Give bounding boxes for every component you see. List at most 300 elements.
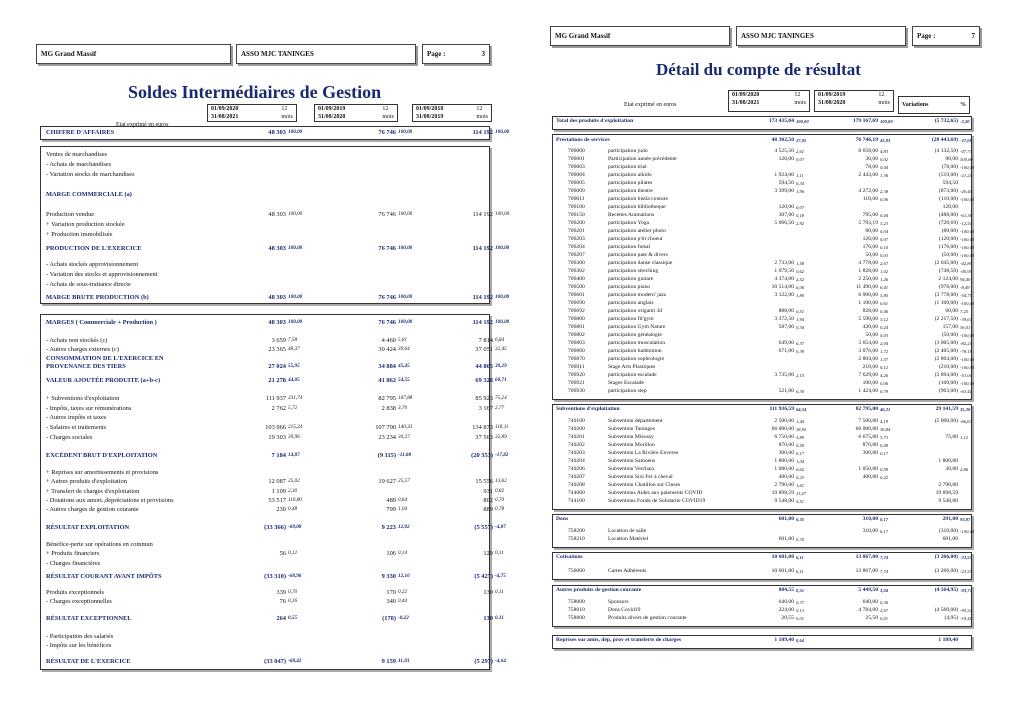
detail-row-previous: 76 746,19 xyxy=(855,137,878,143)
detail-row-previous: 4 784,00 xyxy=(858,607,878,613)
detail-row-previous-pct: 7,74 xyxy=(880,569,889,574)
sig-row xyxy=(46,189,506,200)
detail-row-previous: 25,50 xyxy=(865,615,878,621)
sig-row-percent: -68,96 xyxy=(288,573,302,579)
detail-row-code: 740201 xyxy=(568,434,585,440)
sig-row-value: 1 109 xyxy=(271,488,286,495)
detail-row-previous-pct: 0,10 xyxy=(880,245,889,250)
sig-row xyxy=(46,169,506,180)
sig-row-percent: 55,95 xyxy=(288,363,300,369)
detail-row-variation: (519,00) xyxy=(938,172,958,178)
detail-row-code: 740200 xyxy=(568,426,585,432)
detail-row-previous: 7 500,00 xyxy=(858,418,878,424)
detail-row-current-pct: 0,07 xyxy=(796,157,805,162)
detail-row-previous-pct: 0,46 xyxy=(880,309,889,314)
sig-row-value: 82 795 xyxy=(378,395,396,402)
detail-row-label: Dons Covid19 xyxy=(608,607,641,613)
sig-row-value: (9 115) xyxy=(377,452,396,459)
detail-row-code: 706009 xyxy=(568,188,585,194)
sig-row-value: 3 659 xyxy=(271,337,286,344)
sig-row-percent: 32,45 xyxy=(495,346,507,352)
sig-row xyxy=(46,571,506,582)
detail-row-code: 706302 xyxy=(568,268,585,274)
detail-row-current-pct: 0,13 xyxy=(796,608,805,613)
sig-row-label: Production vendue xyxy=(46,211,95,218)
detail-row-previous-pct: 7,74 xyxy=(880,555,889,560)
detail-row-current: 300,00 xyxy=(778,450,794,456)
sig-row-value: 76 746 xyxy=(378,245,396,252)
sig-row-label: - Salaires et traitements xyxy=(46,424,107,431)
detail-row-current-pct: 0,34 xyxy=(796,325,805,330)
detail-row-variation: (3 266,00) xyxy=(934,568,958,574)
sig-row-value: 27 024 xyxy=(268,363,286,370)
detail-row-previous: 430,00 xyxy=(862,324,878,330)
detail-row-previous-pct: 3,04 xyxy=(880,588,889,593)
left-unit: Etat exprimé en euros xyxy=(116,122,169,128)
sig-row-percent: 39,29 xyxy=(495,363,507,369)
detail-row-label: Recettes Animations xyxy=(608,212,655,218)
sig-row-value: 106 xyxy=(386,550,396,557)
sig-row-label: MARGE BRUTE PRODUCTION (b) xyxy=(46,294,149,301)
detail-row-previous-pct: 0,03 xyxy=(880,333,889,338)
detail-row-code: 706500 xyxy=(568,284,585,290)
detail-row-label: participation modern' jazz xyxy=(608,292,667,298)
detail-row xyxy=(556,387,976,396)
detail-row-code: 744100 xyxy=(568,498,585,504)
sig-row-label: - Achats non stockés (c) xyxy=(46,337,108,344)
detail-row-current: 66 000,00 xyxy=(771,426,794,432)
sig-row-percent: 100,00 xyxy=(288,319,303,325)
detail-row-variation-pct: -61,38 xyxy=(960,213,972,218)
detail-row-code: 706802 xyxy=(568,332,585,338)
sig-row-label: Bénéfice-perte sur opérations en commun xyxy=(46,541,153,548)
detail-row-current: 120,00 xyxy=(778,204,794,210)
detail-row xyxy=(556,586,976,595)
left-period-months-unit: mois xyxy=(281,113,293,120)
sig-row-percent: 100,00 xyxy=(288,129,303,135)
sig-row xyxy=(46,361,506,372)
detail-row-variation-pct: -54,75 xyxy=(960,293,972,298)
detail-row-code: 740204 xyxy=(568,458,585,464)
sig-row-value: (5 297) xyxy=(474,658,493,665)
sig-row-value: 134 873 xyxy=(472,424,493,431)
sig-row-value: 489 xyxy=(386,497,396,504)
detail-row-previous: 78,00 xyxy=(865,164,878,170)
sig-row-value: 114 192 xyxy=(472,211,493,218)
right-period-dates: 01/09/2019 31/08/2020 xyxy=(818,92,846,106)
sig-row-percent: 39,64 xyxy=(398,346,410,352)
detail-row-current: 2 790,00 xyxy=(774,482,794,488)
detail-row-label: Sponsors xyxy=(608,599,629,605)
sig-row-percent: 100,00 xyxy=(398,245,413,251)
detail-row-variation-pct: 7,25 xyxy=(960,309,969,314)
detail-row xyxy=(556,535,976,544)
detail-row-previous: 400,00 xyxy=(862,474,878,480)
sig-row-value: 114 192 xyxy=(472,319,493,326)
detail-row-code: 706150 xyxy=(568,212,585,218)
detail-row xyxy=(556,117,976,126)
detail-row-label: participation musculation xyxy=(608,340,666,346)
sig-row-value: 30 424 xyxy=(378,346,396,353)
sig-row-value: 2 838 xyxy=(381,405,396,412)
sig-row-value: 111 937 xyxy=(265,395,286,402)
detail-row-variation: (3 894,00) xyxy=(934,372,958,378)
detail-row-variation-pct: 93,87 xyxy=(960,517,971,522)
sig-row-percent: 0,55 xyxy=(288,615,298,621)
detail-row-variation-pct: -42,80 xyxy=(960,261,972,266)
detail-row-code: 706921 xyxy=(568,380,585,386)
sig-row-percent: 0,11 xyxy=(495,589,504,595)
detail-row-variation: (28 443,69) xyxy=(931,137,958,143)
detail-row-variation-pct: 36,51 xyxy=(960,325,971,330)
detail-row-variation: (4 132,50) xyxy=(934,148,958,154)
detail-row-current: 601,00 xyxy=(778,536,794,542)
sig-row-label: - Variation des stocks et approvisionnement xyxy=(46,271,158,278)
sig-row-value: 7 814 xyxy=(478,337,493,344)
detail-row-code: 758010 xyxy=(568,607,585,613)
detail-row-label: participation trial xyxy=(608,164,647,170)
right-client: ASSO MJC TANINGES xyxy=(741,32,814,40)
detail-row-variation-pct: -100,00 xyxy=(960,381,975,386)
sig-row-value: 170 xyxy=(386,589,396,596)
sig-row-value: 85 923 xyxy=(475,395,493,402)
detail-row-previous: 6 900,00 xyxy=(858,292,878,298)
detail-row-previous: 66 000,00 xyxy=(855,426,878,432)
detail-row-variation-pct: -100,00 xyxy=(960,165,975,170)
left-period-months xyxy=(476,106,488,121)
detail-row-variation: (80,00) xyxy=(941,228,958,234)
detail-row-previous-pct: 0,79 xyxy=(880,389,889,394)
detail-row-current-pct: 64,54 xyxy=(796,407,807,412)
sig-row-value: 2 762 xyxy=(271,405,286,412)
sig-row-percent: 25,57 xyxy=(398,478,410,484)
detail-row-variation: 594,50 xyxy=(942,180,958,186)
detail-row-variation-pct: -63,41 xyxy=(960,389,972,394)
detail-row-previous-pct: 0,24 xyxy=(880,325,889,330)
sig-row-percent: 100,00 xyxy=(495,129,510,135)
detail-row-variation-pct: -12,54 xyxy=(960,221,972,226)
detail-row-label: Subvention Chatillon sur Cluses xyxy=(608,482,681,488)
detail-row-previous-pct: 2,67 xyxy=(880,261,889,266)
sig-row-value: 76 746 xyxy=(378,211,396,218)
sig-row-percent: 0,70 xyxy=(288,589,298,595)
detail-row-previous: 5 793,19 xyxy=(858,220,878,226)
detail-row xyxy=(556,567,976,576)
right-company: MG Grand Massif xyxy=(555,32,611,40)
detail-row-label: Subvention département xyxy=(608,418,663,424)
detail-row-variation-pct: 94,40 xyxy=(960,277,971,282)
detail-row-previous-pct: 0,17 xyxy=(880,451,889,456)
detail-row-variation-pct: -21,24 xyxy=(960,173,972,178)
sig-row-value: 130 xyxy=(483,589,493,596)
variations-header xyxy=(898,96,970,114)
sig-row-value: 76 746 xyxy=(378,129,396,136)
sig-row xyxy=(46,317,510,328)
detail-row-current: 19 898,59 xyxy=(771,490,794,496)
detail-row-current-pct: 1,04 xyxy=(796,459,805,464)
detail-row-variation: 157,00 xyxy=(942,324,958,330)
sig-row-value: 230 xyxy=(276,506,286,513)
sig-row-label: - Autres impôts et taxes xyxy=(46,414,107,421)
detail-row-label: participation aikido xyxy=(608,172,652,178)
detail-row-variation: 120,00 xyxy=(942,204,958,210)
detail-row-code: 740206 xyxy=(568,466,585,472)
detail-row-variation-pct: -100,00 xyxy=(960,333,975,338)
detail-row-current: 3 372,50 xyxy=(774,316,794,322)
detail-row-previous: 3 654,00 xyxy=(858,340,878,346)
detail-row-previous-pct: 100,00 xyxy=(880,119,893,124)
detail-row xyxy=(556,614,976,623)
sig-row-value: 339 xyxy=(276,589,286,596)
right-period-header xyxy=(728,90,810,112)
detail-row-current: 10 601,00 xyxy=(771,568,794,574)
detail-row-label: participation bistla couture xyxy=(608,196,668,202)
detail-row-previous-pct: 42,83 xyxy=(880,138,891,143)
detail-row xyxy=(556,515,976,524)
sig-row-value: (33 366) xyxy=(264,524,286,531)
right-page-label: Page : xyxy=(917,32,936,40)
detail-row-variation: (726,69) xyxy=(938,220,958,226)
detail-row-variation: 30,00 xyxy=(945,466,958,472)
detail-row-current: 1 079,50 xyxy=(774,268,794,274)
detail-row-current-pct: 1,58 xyxy=(796,261,805,266)
left-period-header xyxy=(314,104,398,122)
sig-row-percent: 32,89 xyxy=(495,434,507,440)
detail-row-variation: 29 141,59 xyxy=(935,406,958,412)
detail-row-variation: 1 109,40 xyxy=(938,637,958,643)
left-period-months-value: 12 xyxy=(476,106,483,112)
sig-row-label: + Autres produits d'exploitation xyxy=(46,478,127,485)
detail-row-variation-pct: -66,67 xyxy=(960,419,972,424)
detail-row-previous: 640,00 xyxy=(862,599,878,605)
detail-row-code: 740203 xyxy=(568,450,585,456)
sig-row-percent: 30,27 xyxy=(398,434,410,440)
sig-row-percent: 110,80 xyxy=(288,497,302,503)
sig-row-percent: 100,00 xyxy=(288,245,303,251)
detail-row-previous: 110,00 xyxy=(862,196,878,202)
sig-row-label: RÉSULTAT EXCEPTIONNEL xyxy=(46,615,132,622)
detail-row-previous-pct: 0,22 xyxy=(880,475,889,480)
left-company: MG Grand Massif xyxy=(41,50,97,58)
detail-row-previous-pct: 3,23 xyxy=(880,221,889,226)
detail-row-current-pct: 5,51 xyxy=(796,499,805,504)
detail-row-label: Subvention Sixt Fer à cheval xyxy=(608,474,673,480)
detail-row-previous: 1 828,00 xyxy=(858,268,878,274)
sig-row-label: MARGE COMMERCIALE (a) xyxy=(46,191,132,198)
detail-row-label: participation futsal xyxy=(608,244,651,250)
detail-row-current: 48 302,50 xyxy=(771,137,794,143)
detail-row-code: 740208 xyxy=(568,482,585,488)
detail-row-previous: 6 675,00 xyxy=(858,434,878,440)
sig-row xyxy=(46,596,506,607)
sig-row-value: 114 192 xyxy=(472,294,493,301)
detail-row-variation-pct: -19,41 xyxy=(960,616,972,621)
detail-row-label: participation judo xyxy=(608,148,648,154)
detail-row-previous-pct: 0,03 xyxy=(880,253,889,258)
detail-row-label: Subvention Verchaix xyxy=(608,466,655,472)
detail-row-current: 120,00 xyxy=(778,156,794,162)
sig-row-value: 23 365 xyxy=(268,346,286,353)
detail-row-previous-pct: 0,04 xyxy=(880,229,889,234)
detail-row-variation: (1 100,00) xyxy=(934,300,958,306)
detail-row-previous-pct: 2,67 xyxy=(880,608,889,613)
detail-row-current: 6 750,00 xyxy=(774,434,794,440)
detail-row-label: participation escalade xyxy=(608,372,657,378)
detail-row-code: 756000 xyxy=(568,568,585,574)
detail-row-variation-pct: -47,73 xyxy=(960,149,972,154)
detail-row-current: 1 924,00 xyxy=(774,172,794,178)
detail-row-current: 9 548,00 xyxy=(774,498,794,504)
detail-row-label: participation piano xyxy=(608,284,651,290)
detail-row-code: 758200 xyxy=(568,528,585,534)
detail-row-current-pct: 2,61 xyxy=(796,149,805,154)
detail-row-variation-pct: -100,00 xyxy=(960,301,975,306)
sig-row-percent: 100,00 xyxy=(398,129,413,135)
left-period-months-value: 12 xyxy=(281,106,288,112)
detail-row-variation: (50,00) xyxy=(941,252,958,258)
detail-row-variation-pct: -100,00 xyxy=(960,245,975,250)
detail-row-label: Participation année précédente xyxy=(608,156,677,162)
right-period-months-value: 12 xyxy=(794,92,801,98)
sig-row-percent: 25,02 xyxy=(288,478,300,484)
sig-row-percent: 100,00 xyxy=(495,294,510,300)
detail-row-code: 758210 xyxy=(568,536,585,542)
detail-row-current: 173 435,04 xyxy=(768,118,794,124)
left-page-label: Page : xyxy=(427,50,446,58)
detail-sheet xyxy=(544,0,1014,724)
detail-row-previous: 13 867,00 xyxy=(855,568,878,574)
detail-row-previous-pct: 36,84 xyxy=(880,427,891,432)
sig-row-label: CHIFFRE D'AFFAIRES xyxy=(46,129,115,136)
sig-row-label: CONSOMMATION DE L'EXERCICE EN xyxy=(46,355,164,362)
detail-row-label: participation guitare xyxy=(608,276,654,282)
sig-row-label: + Production immobilisée xyxy=(46,231,113,238)
detail-row-code: 706400 xyxy=(568,276,585,282)
detail-row-code: 706930 xyxy=(568,388,585,394)
detail-row-previous: 210,00 xyxy=(862,364,878,370)
detail-row-variation: (488,00) xyxy=(938,212,958,218)
detail-row-current-pct: 0,35 xyxy=(796,517,805,522)
detail-row-label: Subvention Morillon xyxy=(608,442,655,448)
sig-row-value: 9 223 xyxy=(381,524,396,531)
sig-row xyxy=(46,127,510,138)
detail-row-current-pct: 0,51 xyxy=(796,588,805,593)
sig-row-percent: 1,04 xyxy=(398,506,408,512)
sig-row xyxy=(46,279,506,290)
sig-row-value: 7 184 xyxy=(271,452,286,459)
detail-row-variation-pct: 2,86 xyxy=(960,467,969,472)
detail-row-current-pct: 6,06 xyxy=(796,285,805,290)
detail-row-label: Reprises sur amts, dép, prov et transferts de charges xyxy=(556,637,682,643)
sig-row-value: 56 xyxy=(279,550,286,557)
detail-row-previous: 100,00 xyxy=(862,380,878,386)
detail-row-code: 706201 xyxy=(568,228,585,234)
variations-label: Variations xyxy=(902,102,929,108)
detail-row-variation: (78,00) xyxy=(941,164,958,170)
detail-row-variation: (310,00) xyxy=(938,528,958,534)
sig-row-label: EXCÉDENT BRUT D'EXPLOITATION xyxy=(46,452,158,459)
detail-row-current-pct: 2,92 xyxy=(796,221,805,226)
detail-row-previous: 1 050,00 xyxy=(858,466,878,472)
detail-row-current-pct: 100,00 xyxy=(796,119,809,124)
detail-row-variation: 2 790,00 xyxy=(938,482,958,488)
sig-row-value: 44 865 xyxy=(475,363,493,370)
sig-row-value: 23 234 xyxy=(378,434,396,441)
detail-row-current: 587,00 xyxy=(778,324,794,330)
sig-row xyxy=(46,450,509,461)
detail-row-variation: 1 800,00 xyxy=(938,458,958,464)
sig-row-label: - Variation stocks de marchandises xyxy=(46,171,135,178)
detail-row-code: 706204 xyxy=(568,244,585,250)
sig-row-value: 889 xyxy=(483,506,493,513)
detail-row-previous-pct: 0,44 xyxy=(880,213,889,218)
detail-row-variation: (2 045,00) xyxy=(934,260,958,266)
detail-row-previous: 2 250,00 xyxy=(858,276,878,282)
detail-row-previous-pct: 0,17 xyxy=(880,529,889,534)
detail-row-code: 706870 xyxy=(568,356,585,362)
detail-row-variation: (3 778,00) xyxy=(934,292,958,298)
detail-row-previous-pct: 0,36 xyxy=(880,600,889,605)
sig-row-percent: 5,72 xyxy=(288,405,298,411)
sig-row-percent: 215,24 xyxy=(288,424,303,430)
detail-row-current-pct: 38,05 xyxy=(796,427,807,432)
sig-row-label: - Achats de marchandises xyxy=(46,161,112,168)
sig-row-percent: -4,75 xyxy=(495,573,506,579)
detail-row-current-pct: 0,37 xyxy=(796,600,805,605)
detail-row-code: 706911 xyxy=(568,364,585,370)
detail-row-previous: 4 778,00 xyxy=(858,260,878,266)
sig-row-percent: 45,45 xyxy=(398,363,410,369)
sig-row-percent: 6,84 xyxy=(495,337,505,343)
detail-row-previous: 176,00 xyxy=(862,244,878,250)
sig-row-value: 19 303 xyxy=(268,434,286,441)
detail-row-variation: 291,00 xyxy=(942,516,958,522)
detail-row-code: 740207 xyxy=(568,474,585,480)
sig-row xyxy=(46,432,506,443)
detail-row-variation-pct: -100,00 xyxy=(960,197,975,202)
sig-row xyxy=(46,640,506,651)
sig-row xyxy=(46,656,506,667)
detail-row-previous: 82 795,00 xyxy=(855,406,878,412)
detail-row xyxy=(556,553,976,562)
sig-row-value: 4 460 xyxy=(381,337,396,344)
sig-row-percent: 39,96 xyxy=(288,434,300,440)
detail-row-previous-pct: 46,21 xyxy=(880,407,891,412)
detail-row-current-pct: 11,47 xyxy=(796,491,806,496)
detail-row-variation-pct: -100,00 xyxy=(960,365,975,370)
detail-row-label: Subventions d'exploitation xyxy=(556,406,620,412)
detail-row-label: Stages Escalade xyxy=(608,380,644,386)
sig-row-percent: 0,44 xyxy=(398,598,408,604)
detail-row-code: 706920 xyxy=(568,372,585,378)
detail-row-variation: (2 217,50) xyxy=(934,316,958,322)
sig-row-label: RÉSULTAT COURANT AVANT IMPÔTS xyxy=(46,573,162,580)
detail-row-current: 4 525,50 xyxy=(774,148,794,154)
detail-row-previous: 2 804,00 xyxy=(858,356,878,362)
detail-row-current-pct: 0,07 xyxy=(796,205,805,210)
right-period-months-value: 12 xyxy=(878,92,885,98)
detail-row-previous-pct: 1,02 xyxy=(880,269,889,274)
sig-row-value: 802 xyxy=(483,497,493,504)
detail-row-current: 5 066,50 xyxy=(774,220,794,226)
detail-row-label: Location Matériel xyxy=(608,536,649,542)
detail-row-label: participation fit'gym xyxy=(608,316,654,322)
detail-row-current: 3 399,00 xyxy=(774,188,794,194)
detail-row-previous: 300,00 xyxy=(862,450,878,456)
detail-row-label: participation sophrologie xyxy=(608,356,665,362)
sig-row-percent: -4,64 xyxy=(495,658,506,664)
sig-row-percent: 100,00 xyxy=(398,211,413,217)
